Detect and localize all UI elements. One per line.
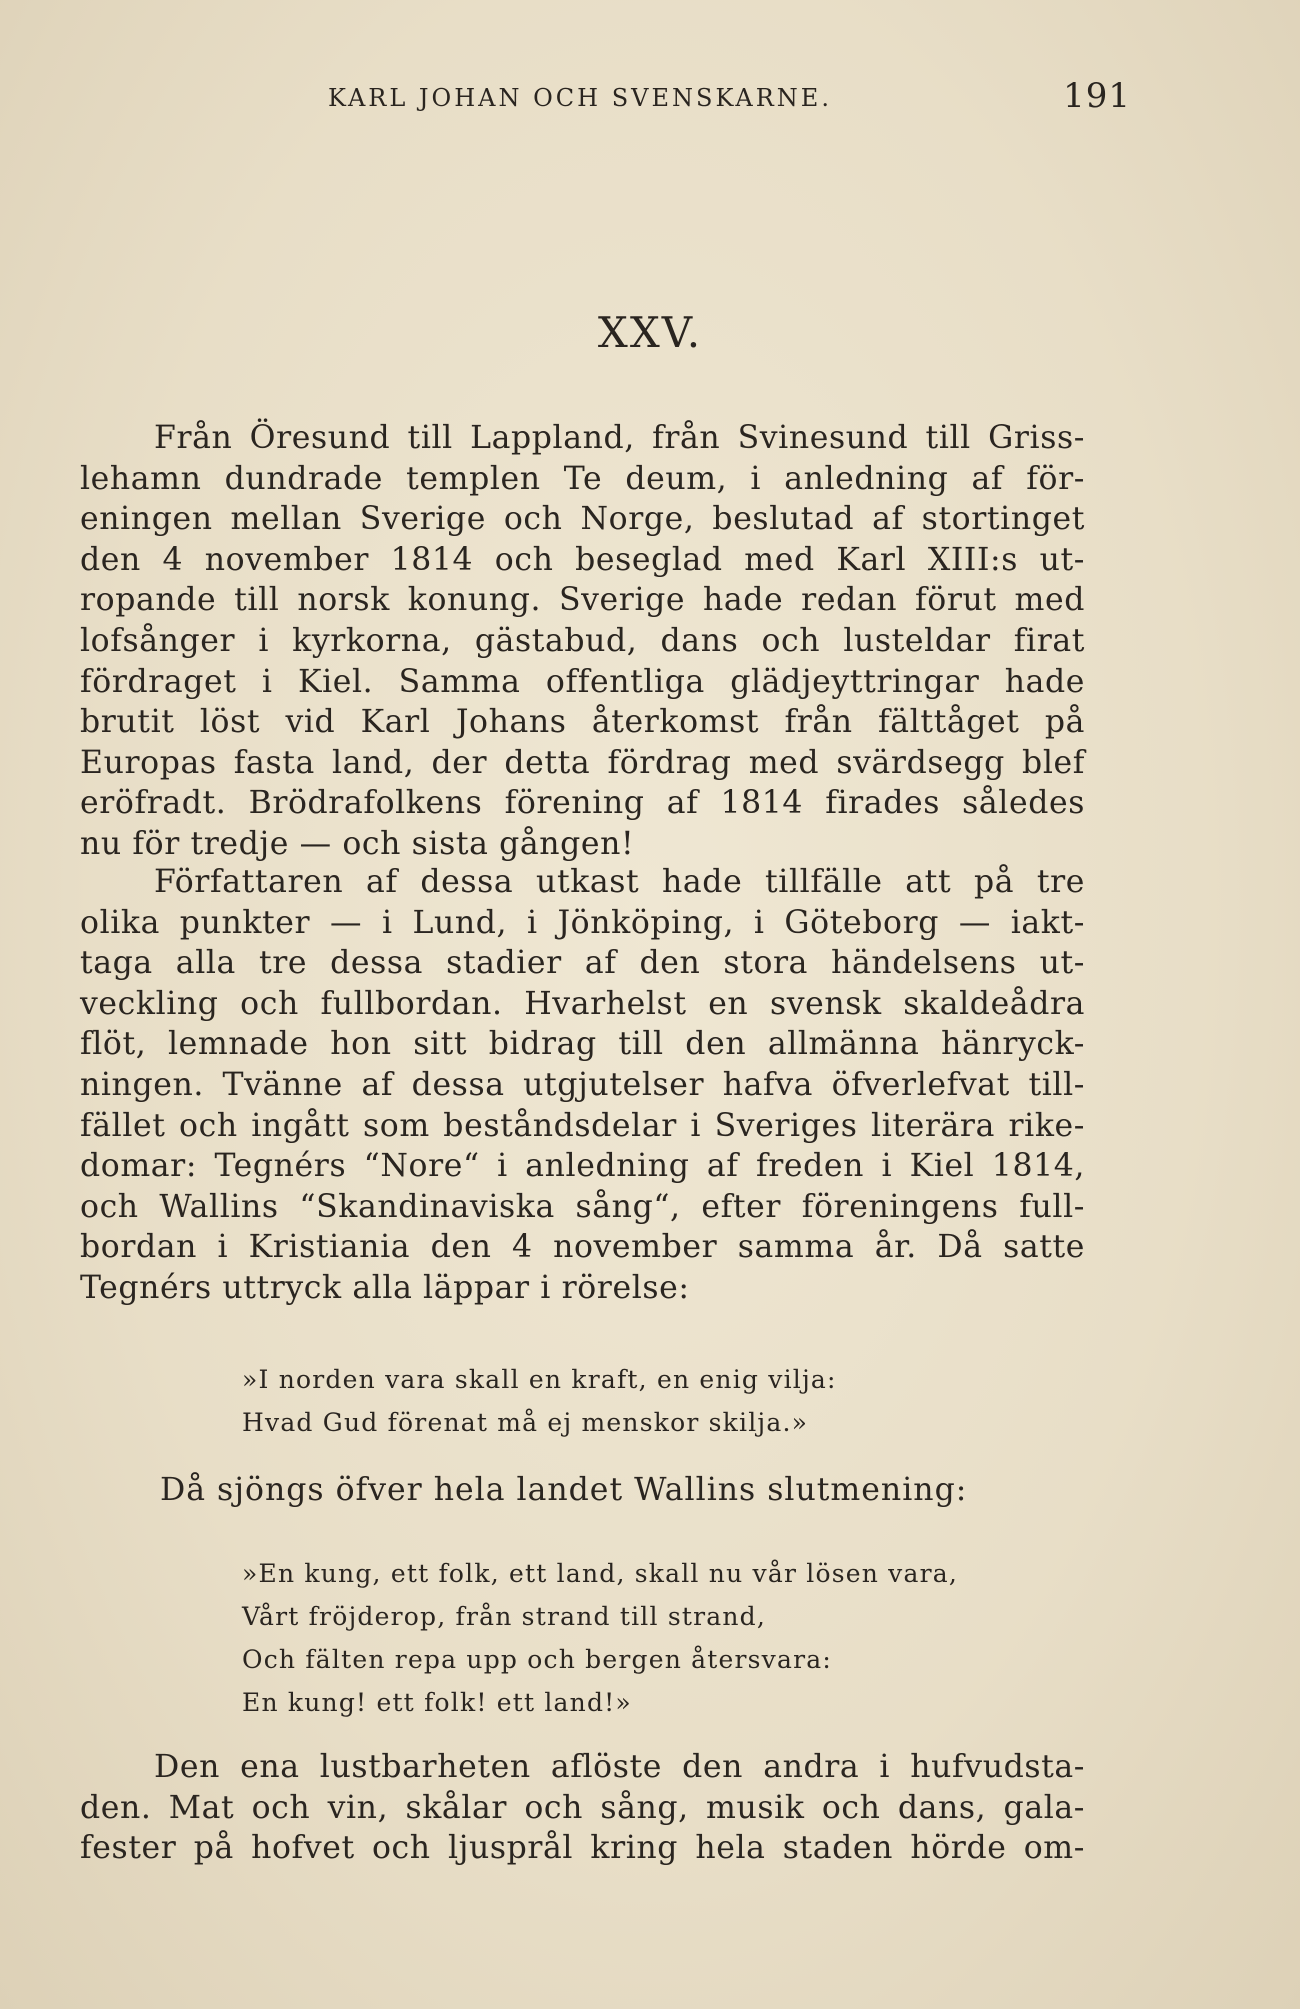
chapter-heading: XXV. bbox=[597, 308, 703, 357]
text-line: Författaren af dessa utkast hade tillfälle att på tre bbox=[154, 864, 1085, 900]
verse-line: Vårt fröjderop, från strand till strand, bbox=[242, 1602, 767, 1631]
text-line: domar: Tegnérs “Nore“ i anledning af freden i Kiel 1814, bbox=[80, 1148, 1085, 1185]
text-line: fester på hofvet och ljusprål kring hela staden hörde om- bbox=[80, 1830, 1085, 1867]
verse-line: En kung! ett folk! ett land!» bbox=[242, 1688, 632, 1717]
text-line: bordan i Kristiania den 4 november samma år. Då satte bbox=[80, 1229, 1085, 1266]
running-title: KARL JOHAN OCH SVENSKARNE. bbox=[328, 84, 832, 112]
text-line: ningen. Tvänne af dessa utgjutelser hafva öfverlefvat till- bbox=[80, 1066, 1085, 1103]
text-line: taga alla tre dessa stadier af den stora händelsens ut- bbox=[80, 945, 1085, 982]
text-line: fället och ingått som beståndsdelar i Sveriges literära rike- bbox=[80, 1107, 1085, 1144]
text-line: Tegnérs uttryck alla läppar i rörelse: bbox=[80, 1269, 690, 1306]
verse-line: Hvad Gud förenat må ej menskor skilja.» bbox=[242, 1408, 809, 1437]
text-line: eröfradt. Brödrafolkens förening af 1814 firades således bbox=[80, 785, 1085, 822]
text-line: och Wallins “Skandinaviska sång“, efter föreningens full- bbox=[80, 1188, 1085, 1225]
text-line: den. Mat och vin, skålar och sång, musik och dans, gala- bbox=[80, 1789, 1085, 1826]
bridge-line: Då sjöngs öfver hela landet Wallins slutmening: bbox=[160, 1472, 968, 1508]
paragraph-2 bbox=[80, 862, 1085, 1309]
text-line: lehamn dundrade templen Te deum, i anledning af för- bbox=[80, 460, 1085, 497]
verse-line: »I norden vara skall en kraft, en enig vilja: bbox=[242, 1365, 837, 1394]
text-line: Den ena lustbarheten aflöste den andra i hufvudsta- bbox=[154, 1749, 1085, 1785]
page-number: 191 bbox=[1063, 76, 1131, 116]
text-line: nu för tredje — och sista gången! bbox=[80, 825, 635, 862]
text-line: Från Öresund till Lappland, från Svinesund till Griss- bbox=[154, 420, 1085, 456]
verse-line: Och fälten repa upp och bergen återsvara: bbox=[242, 1645, 832, 1674]
text-line: flöt, lemnade hon sitt bidrag till den allmänna hänryck- bbox=[80, 1026, 1085, 1063]
text-line: veckling och fullbordan. Hvarhelst en svensk skaldeådra bbox=[80, 985, 1085, 1022]
verse-line: »En kung, ett folk, ett land, skall nu vår lösen vara, bbox=[242, 1559, 958, 1588]
text-line: eningen mellan Sverige och Norge, beslutad af stortinget bbox=[80, 501, 1085, 538]
verse-quote-1 bbox=[242, 1358, 837, 1444]
paragraph-1 bbox=[80, 418, 1085, 865]
text-line: olika punkter — i Lund, i Jönköping, i Göteborg — iakt- bbox=[80, 904, 1085, 941]
paragraph-3 bbox=[80, 1747, 1085, 1869]
text-line: ropande till norsk konung. Sverige hade redan förut med bbox=[80, 582, 1085, 619]
text-line: fördraget i Kiel. Samma offentliga glädjeyttringar hade bbox=[80, 663, 1085, 700]
text-line: brutit löst vid Karl Johans återkomst från fälttåget på bbox=[80, 704, 1085, 741]
text-line: den 4 november 1814 och beseglad med Karl XIII:s ut- bbox=[80, 541, 1085, 578]
text-line: lofsånger i kyrkorna, gästabud, dans och lusteldar firat bbox=[80, 622, 1085, 659]
verse-quote-2 bbox=[242, 1552, 958, 1724]
text-line: Europas fasta land, der detta fördrag med svärdsegg blef bbox=[80, 744, 1085, 781]
